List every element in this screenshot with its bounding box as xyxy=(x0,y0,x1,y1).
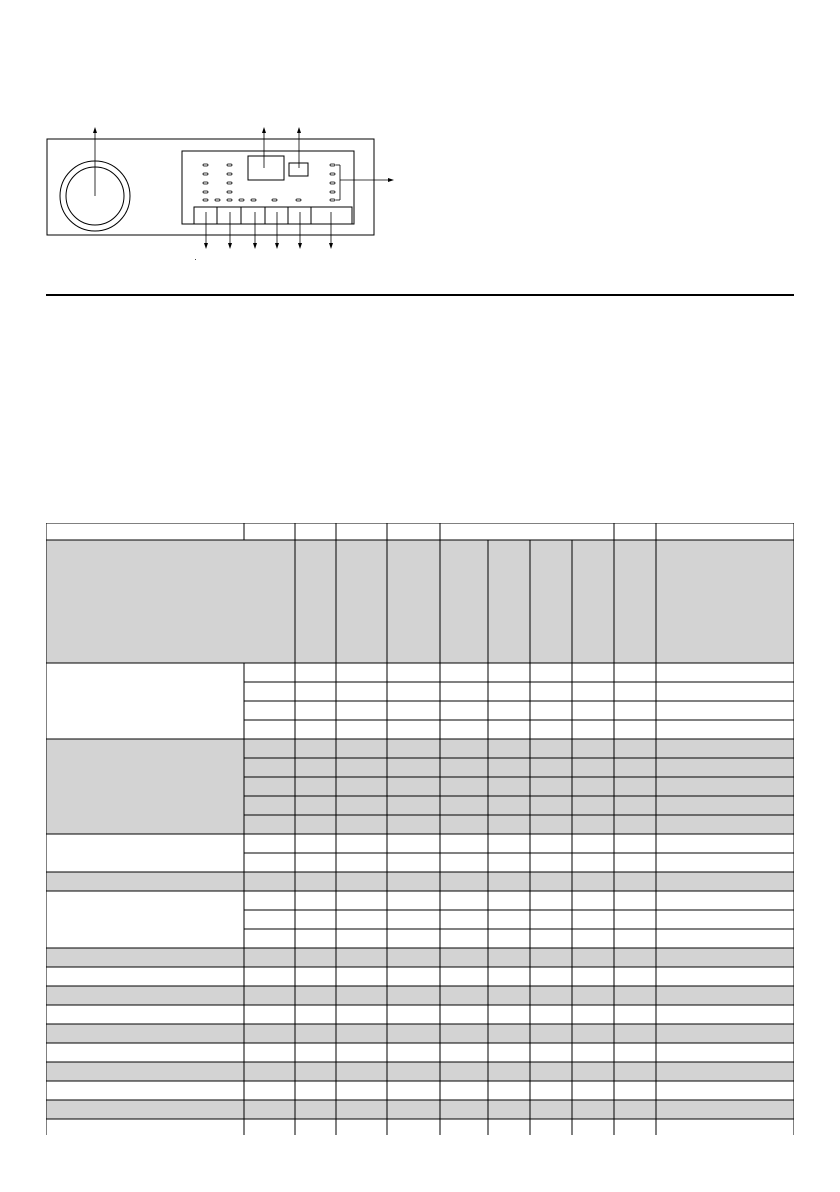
table-cell xyxy=(614,663,656,682)
program-name-cell xyxy=(46,891,244,948)
table-cell xyxy=(440,739,488,758)
table-cell xyxy=(244,1024,295,1043)
table-cell xyxy=(572,1024,614,1043)
table-cell xyxy=(295,834,336,853)
table-cell xyxy=(244,815,295,834)
table-cell xyxy=(440,758,488,777)
table-cell xyxy=(244,682,295,701)
table-cell xyxy=(572,1062,614,1081)
table-cell xyxy=(656,720,794,739)
table-cell xyxy=(572,682,614,701)
table-cell xyxy=(530,815,572,834)
table-cell xyxy=(614,1024,656,1043)
table-cell xyxy=(295,929,336,948)
table-cell xyxy=(440,796,488,815)
table-cell xyxy=(656,929,794,948)
table-cell xyxy=(488,682,530,701)
table-cell xyxy=(530,777,572,796)
table-cell xyxy=(530,720,572,739)
program-name-cell xyxy=(46,1119,244,1135)
display-window xyxy=(248,156,284,180)
table-cell xyxy=(244,967,295,986)
table-cell xyxy=(656,853,794,872)
program-name-cell xyxy=(46,1100,244,1119)
table-cell xyxy=(440,1119,488,1135)
table-cell xyxy=(440,986,488,1005)
table-cell xyxy=(244,777,295,796)
table-cell xyxy=(387,701,440,720)
table-cell xyxy=(440,663,488,682)
table-cell xyxy=(387,929,440,948)
table-cell xyxy=(614,1062,656,1081)
table-cell xyxy=(336,1024,387,1043)
table-cell xyxy=(295,1119,336,1135)
table-cell xyxy=(488,891,530,910)
table-cell xyxy=(440,1062,488,1081)
table-cell xyxy=(572,1100,614,1119)
table-cell xyxy=(336,1119,387,1135)
program-name-cell xyxy=(46,1043,244,1062)
table-cell xyxy=(336,1005,387,1024)
table-cell xyxy=(488,910,530,929)
table-cell xyxy=(440,682,488,701)
table-cell xyxy=(572,720,614,739)
table-cell xyxy=(572,1005,614,1024)
table-cell xyxy=(244,1081,295,1100)
table-cell xyxy=(336,682,387,701)
table-cell xyxy=(572,1081,614,1100)
table-cell xyxy=(656,967,794,986)
table-cell xyxy=(244,1100,295,1119)
table-cell xyxy=(572,834,614,853)
table-cell xyxy=(488,777,530,796)
table-cell xyxy=(614,967,656,986)
table-cell xyxy=(614,910,656,929)
table-cell xyxy=(244,853,295,872)
table-cell xyxy=(488,872,530,891)
program-name-cell xyxy=(46,834,244,872)
table-cell xyxy=(614,948,656,967)
table-cell xyxy=(336,796,387,815)
program-name-cell xyxy=(46,1005,244,1024)
table-cell xyxy=(530,1024,572,1043)
table-cell xyxy=(572,758,614,777)
table-cell xyxy=(572,796,614,815)
table-cell xyxy=(530,872,572,891)
callout-arrowheads xyxy=(93,127,394,249)
table-cell xyxy=(488,720,530,739)
table-cell xyxy=(488,663,530,682)
table-cell xyxy=(488,1081,530,1100)
table-cell xyxy=(387,853,440,872)
table-cell xyxy=(614,1005,656,1024)
table-cell xyxy=(244,701,295,720)
table-cell xyxy=(530,986,572,1005)
table-cell xyxy=(336,1062,387,1081)
table-cell xyxy=(244,929,295,948)
table-cell xyxy=(656,739,794,758)
table-cell xyxy=(614,853,656,872)
table-cell xyxy=(656,1043,794,1062)
table-cell xyxy=(244,739,295,758)
table-cell xyxy=(488,834,530,853)
table-cell xyxy=(614,834,656,853)
table-cell xyxy=(530,1081,572,1100)
table-header-row xyxy=(46,540,794,663)
table-cell xyxy=(614,891,656,910)
table-cell xyxy=(387,1024,440,1043)
table-cell xyxy=(244,834,295,853)
table-cell xyxy=(295,777,336,796)
table-cell xyxy=(336,853,387,872)
table-cell xyxy=(572,701,614,720)
table-cell xyxy=(530,929,572,948)
table-cell xyxy=(656,1081,794,1100)
table-cell xyxy=(336,720,387,739)
table-cell xyxy=(614,682,656,701)
table-cell xyxy=(656,663,794,682)
table-cell xyxy=(440,720,488,739)
table-cell xyxy=(244,891,295,910)
table-cell xyxy=(336,701,387,720)
table-cell xyxy=(387,815,440,834)
table-cell xyxy=(295,739,336,758)
callout-lines xyxy=(95,131,390,245)
table-cell xyxy=(440,701,488,720)
table-cell xyxy=(244,796,295,815)
table-cell xyxy=(387,967,440,986)
table-cell xyxy=(530,891,572,910)
indicator-leds xyxy=(203,164,335,201)
program-name-cell xyxy=(46,1062,244,1081)
table-cell xyxy=(336,739,387,758)
table-cell xyxy=(656,1005,794,1024)
program-name-cell xyxy=(46,872,244,891)
table-cell xyxy=(572,986,614,1005)
table-cell xyxy=(295,720,336,739)
table-cell xyxy=(656,1119,794,1135)
table-cell xyxy=(244,720,295,739)
table-cell xyxy=(656,1024,794,1043)
table-cell xyxy=(295,663,336,682)
table-cell xyxy=(295,891,336,910)
table-cell xyxy=(440,948,488,967)
table-cell xyxy=(295,967,336,986)
table-cell xyxy=(530,853,572,872)
table-cell xyxy=(295,853,336,872)
table-cell xyxy=(295,1062,336,1081)
table-cell xyxy=(244,758,295,777)
table-cell xyxy=(572,815,614,834)
table-cell xyxy=(336,1043,387,1062)
small-display xyxy=(289,163,308,176)
table-cell xyxy=(614,929,656,948)
table-cell xyxy=(530,1043,572,1062)
control-area xyxy=(182,151,354,224)
table-cell xyxy=(572,910,614,929)
table-cell xyxy=(244,910,295,929)
table-cell xyxy=(572,739,614,758)
table-cell xyxy=(440,1024,488,1043)
table-cell xyxy=(387,720,440,739)
section-divider xyxy=(46,294,794,296)
table-cell xyxy=(530,967,572,986)
program-name-cell xyxy=(46,739,244,834)
table-cell xyxy=(387,777,440,796)
table-cell xyxy=(572,929,614,948)
table-cell xyxy=(572,1119,614,1135)
table-cell xyxy=(572,967,614,986)
table-cell xyxy=(656,891,794,910)
table-cell xyxy=(295,910,336,929)
program-name-cell xyxy=(46,1081,244,1100)
table-cell xyxy=(656,815,794,834)
table-cell xyxy=(572,1043,614,1062)
table-cell xyxy=(614,1081,656,1100)
table-cell xyxy=(614,796,656,815)
table-cell xyxy=(488,1100,530,1119)
table-cell xyxy=(387,1062,440,1081)
table-cell xyxy=(387,891,440,910)
table-cell xyxy=(387,682,440,701)
program-name-cell xyxy=(46,986,244,1005)
table-cell xyxy=(530,739,572,758)
table-cell xyxy=(440,834,488,853)
table-cell xyxy=(530,701,572,720)
table-cell xyxy=(387,758,440,777)
table-cell xyxy=(336,872,387,891)
table-cell xyxy=(488,1043,530,1062)
table-cell xyxy=(336,986,387,1005)
table-cell xyxy=(440,1005,488,1024)
table-cell xyxy=(387,872,440,891)
table-cell xyxy=(488,1119,530,1135)
table-cell xyxy=(488,1024,530,1043)
table-cell xyxy=(488,815,530,834)
table-cell xyxy=(656,701,794,720)
program-name-cell xyxy=(46,1024,244,1043)
table-cell xyxy=(656,682,794,701)
table-cell xyxy=(295,1024,336,1043)
table-cell xyxy=(614,701,656,720)
table-cell xyxy=(530,682,572,701)
panel-outline xyxy=(47,139,374,235)
table-cell xyxy=(440,891,488,910)
table-cell xyxy=(244,948,295,967)
table-cell xyxy=(336,891,387,910)
table-cell xyxy=(440,967,488,986)
table-cell xyxy=(387,1005,440,1024)
table-cell xyxy=(488,967,530,986)
table-cell xyxy=(387,910,440,929)
table-cell xyxy=(295,796,336,815)
button-row xyxy=(194,207,352,224)
table-cell xyxy=(614,815,656,834)
table-cell xyxy=(440,815,488,834)
table-cell xyxy=(244,1119,295,1135)
table-cell xyxy=(336,948,387,967)
table-cell xyxy=(387,834,440,853)
table-cell xyxy=(295,986,336,1005)
table-cell xyxy=(572,948,614,967)
table-cell xyxy=(295,948,336,967)
table-cell xyxy=(572,872,614,891)
table-cell xyxy=(572,891,614,910)
table-cell xyxy=(656,758,794,777)
table-cell xyxy=(440,1043,488,1062)
table-cell xyxy=(488,739,530,758)
table-cell xyxy=(244,663,295,682)
table-cell xyxy=(530,663,572,682)
control-panel-diagram xyxy=(0,0,840,280)
table-cell xyxy=(336,967,387,986)
table-cell xyxy=(295,815,336,834)
program-name-cell xyxy=(46,967,244,986)
table-cell xyxy=(488,853,530,872)
table-cell xyxy=(530,1005,572,1024)
program-name-cell xyxy=(46,948,244,967)
table-cell xyxy=(614,739,656,758)
table-cell xyxy=(387,1081,440,1100)
table-cell xyxy=(336,815,387,834)
table-cell xyxy=(614,1119,656,1135)
table-cell xyxy=(387,986,440,1005)
table-cell xyxy=(336,663,387,682)
table-cell xyxy=(244,1062,295,1081)
program-name-cell xyxy=(46,663,244,739)
table-cell xyxy=(440,910,488,929)
table-cell xyxy=(387,1119,440,1135)
table-cell xyxy=(614,777,656,796)
table-cell xyxy=(614,872,656,891)
table-cell xyxy=(488,1062,530,1081)
table-cell xyxy=(295,1100,336,1119)
table-cell xyxy=(530,1062,572,1081)
table-cell xyxy=(295,758,336,777)
table-cell xyxy=(614,758,656,777)
table-cell xyxy=(656,910,794,929)
table-cell xyxy=(336,777,387,796)
table-cell xyxy=(440,872,488,891)
table-cell xyxy=(530,948,572,967)
table-cell xyxy=(656,777,794,796)
program-table xyxy=(46,523,794,1135)
table-cell xyxy=(440,853,488,872)
table-cell xyxy=(295,701,336,720)
table-cell xyxy=(488,986,530,1005)
table-cell xyxy=(572,663,614,682)
table-cell xyxy=(440,1081,488,1100)
table-cell xyxy=(387,663,440,682)
table-cell xyxy=(336,1100,387,1119)
table-cell xyxy=(387,739,440,758)
table-cell xyxy=(614,1100,656,1119)
table-cell xyxy=(572,853,614,872)
table-cell xyxy=(440,1100,488,1119)
table-cell xyxy=(295,1005,336,1024)
table-cell xyxy=(295,1081,336,1100)
table-cell xyxy=(336,834,387,853)
table-cell xyxy=(656,948,794,967)
table-cell xyxy=(295,872,336,891)
table-cell xyxy=(387,796,440,815)
table-cell xyxy=(488,701,530,720)
table-cell xyxy=(656,1100,794,1119)
table-cell xyxy=(530,910,572,929)
table-cell xyxy=(614,720,656,739)
table-cell xyxy=(295,682,336,701)
table-cell xyxy=(614,1043,656,1062)
table-cell xyxy=(295,1043,336,1062)
table-cell xyxy=(530,1119,572,1135)
table-cell xyxy=(336,758,387,777)
table-cell xyxy=(387,948,440,967)
table-cell xyxy=(387,1043,440,1062)
table-cell xyxy=(572,777,614,796)
table-cell xyxy=(656,872,794,891)
table-cell xyxy=(336,1081,387,1100)
table-cell xyxy=(488,948,530,967)
stray-mark xyxy=(195,259,196,260)
table-cell xyxy=(244,986,295,1005)
table-cell xyxy=(530,758,572,777)
table-cell xyxy=(440,929,488,948)
table-cell xyxy=(656,796,794,815)
table-cell xyxy=(244,872,295,891)
table-cell xyxy=(336,910,387,929)
table-cell xyxy=(530,1100,572,1119)
table-cell xyxy=(244,1043,295,1062)
table-cell xyxy=(488,1005,530,1024)
table-cell xyxy=(530,834,572,853)
table-cell xyxy=(336,929,387,948)
table-cell xyxy=(244,1005,295,1024)
table-cell xyxy=(614,986,656,1005)
table-cell xyxy=(488,796,530,815)
table-cell xyxy=(440,777,488,796)
table-cell xyxy=(656,986,794,1005)
table-cell xyxy=(530,796,572,815)
table-cell xyxy=(656,1062,794,1081)
table-cell xyxy=(387,1100,440,1119)
table-cell xyxy=(488,929,530,948)
table-cell xyxy=(656,834,794,853)
table-cell xyxy=(488,758,530,777)
table-title-row xyxy=(46,523,794,540)
